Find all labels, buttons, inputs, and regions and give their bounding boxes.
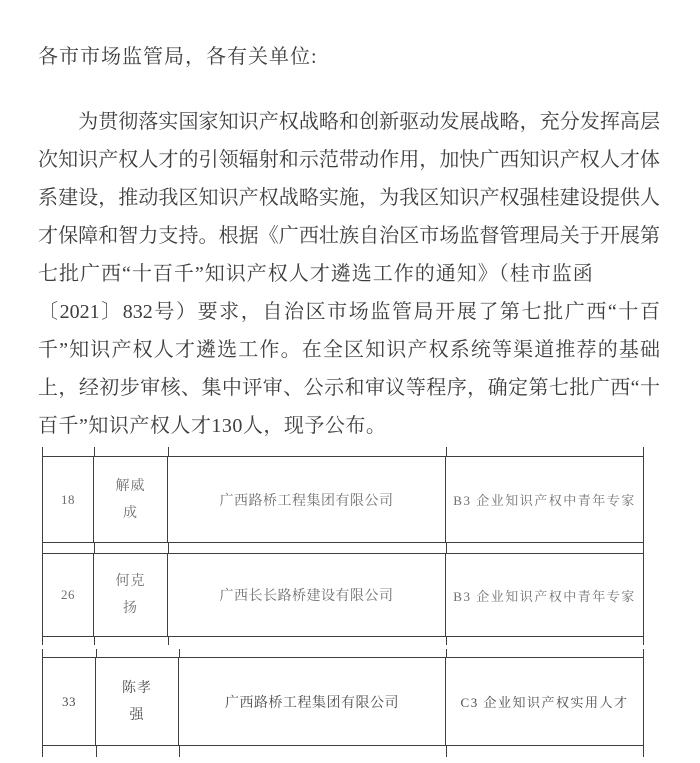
person-name-line: 何克 [115, 574, 146, 589]
cell-name [94, 457, 168, 542]
cell-number [43, 554, 94, 636]
person-name-line: 扬 [123, 601, 138, 616]
table-grid-stub [42, 649, 43, 657]
table-grid-stub [94, 543, 95, 553]
paragraph-line: 系建设，推动我区知识产权战略实施，为我区知识产权强桂建设提供人 [38, 187, 660, 209]
table-grid-stub [446, 649, 447, 657]
table-grid-stub [42, 543, 43, 553]
salutation-line: 各市市场监管局，各有关单位: [38, 46, 318, 68]
table-grid-stub [446, 637, 447, 645]
paragraph-line: 上，经初步审核、集中评审、公示和审议等程序，确定第七批广西“十 [38, 377, 660, 399]
paragraph-line: 七批广西“十百千”知识产权人才遴选工作的通知》（桂市监函 [38, 263, 594, 285]
person-name-line: 成 [123, 505, 138, 521]
table-row [42, 553, 644, 637]
table-grid-stub [168, 637, 169, 645]
person-name-line: 陈孝 [122, 680, 152, 696]
company-name: 广西长长路桥建设有限公司 [219, 589, 394, 604]
table-grid-stub [643, 543, 644, 553]
table-grid-stub [42, 746, 43, 757]
paragraph-line: 千”知识产权人才遴选工作。在全区知识产权系统等渠道推荐的基础 [38, 339, 660, 361]
talent-category: B3 企业知识产权中青年专家 [453, 493, 636, 508]
table-row [42, 456, 644, 543]
table-grid-stub [179, 649, 180, 657]
cell-name [94, 554, 168, 636]
cell-number [43, 658, 96, 745]
table-grid-stub [446, 746, 447, 757]
table-grid-stub [643, 746, 644, 757]
row-number: 26 [61, 587, 75, 602]
paragraph-line: 才保障和智力支持。根据《广西壮族自治区市场监督管理局关于开展第 [38, 225, 660, 247]
table-row [42, 657, 644, 746]
table-grid-stub [94, 637, 95, 645]
cell-category [446, 457, 643, 542]
table-grid-stub [643, 447, 644, 456]
table-grid-stub [42, 447, 43, 456]
table-grid-stub [96, 746, 97, 757]
cell-name [96, 658, 179, 745]
table-grid-stub [168, 543, 169, 553]
paragraph-line: 为贯彻落实国家知识产权战略和创新驱动发展战略，充分发挥高层 [38, 111, 660, 133]
table-grid-stub [42, 637, 43, 645]
row-number: 18 [61, 491, 75, 507]
cell-number [43, 457, 94, 542]
paragraph-line: 〔2021〕832号）要求，自治区市场监管局开展了第七批广西“十百 [38, 301, 660, 323]
company-name: 广西路桥工程集团有限公司 [225, 695, 399, 711]
table-grid-stub [94, 447, 95, 456]
table-grid-stub [643, 637, 644, 645]
company-name: 广西路桥工程集团有限公司 [219, 493, 394, 509]
body-paragraph [38, 103, 660, 445]
talent-category: C3 企业知识产权实用人才 [460, 695, 629, 710]
table-grid-stub [446, 447, 447, 456]
paragraph-line: 百千”知识产权人才130人，现予公布。 [38, 415, 387, 437]
person-name-line: 强 [129, 707, 145, 723]
cell-company [179, 658, 446, 745]
talent-category: B3 企业知识产权中青年专家 [453, 588, 636, 604]
row-number: 33 [62, 693, 76, 709]
paragraph-line: 次知识产权人才的引领辐射和示范带动作用，加快广西知识产权人才体 [38, 149, 660, 171]
table-grid-stub [446, 543, 447, 553]
table-grid-stub [179, 746, 180, 757]
table-grid-stub [643, 649, 644, 657]
cell-category [446, 658, 643, 745]
table-grid-stub [168, 447, 169, 456]
table-grid-stub [96, 649, 97, 657]
cell-company [168, 554, 446, 636]
person-name-line: 解威 [115, 478, 146, 494]
cell-company [168, 457, 446, 542]
cell-category [446, 554, 643, 636]
